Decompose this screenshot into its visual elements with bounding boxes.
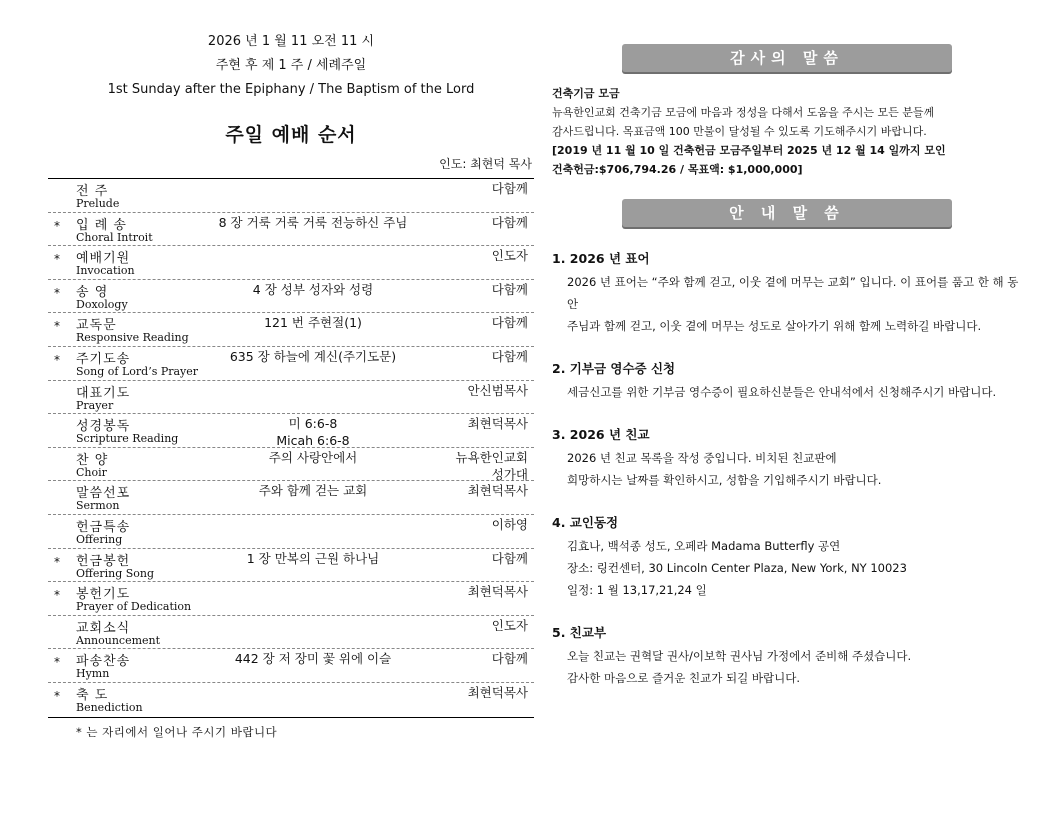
standing-marker: * — [54, 655, 60, 670]
order-item-detail-line: 미 6:6-8 — [288, 416, 338, 432]
order-item-leader — [492, 281, 528, 298]
fund-title: 건축기금 모금 — [552, 87, 620, 100]
announcement-item — [552, 249, 1022, 337]
order-item-leader — [468, 684, 528, 701]
order-item-english: Hymn — [76, 667, 110, 681]
order-item-detail — [168, 348, 458, 365]
fund-total-line: 건축헌금:$706,794.26 / 목표액: $1,000,000] — [552, 163, 803, 176]
order-item-leader — [492, 617, 528, 634]
liturgical-week: 주현 후 제 1 주 / 세례주일 — [215, 58, 367, 73]
order-item-leader-line: 안신범목사 — [467, 382, 528, 398]
worship-order-row — [48, 313, 534, 347]
order-item-english: Prayer of Dedication — [76, 600, 192, 614]
order-item-korean: 교독문 — [76, 318, 117, 334]
worship-order-row — [48, 683, 534, 717]
order-item-leader-line: 다함께 — [491, 181, 528, 196]
order-item-leader — [492, 650, 528, 667]
order-item-korean: 말씀선포 — [76, 486, 131, 502]
order-item-korean: 봉헌기도 — [76, 587, 131, 603]
announcement-title: 4. 교인동정 — [552, 515, 619, 530]
standing-marker: * — [54, 319, 60, 334]
order-item-detail — [168, 415, 458, 449]
order-item-leader-line: 최현덕목사 — [467, 483, 528, 499]
order-item-leader-line: 다함께 — [491, 214, 528, 230]
order-item-detail-line: 주의 사랑안에서 — [268, 449, 358, 465]
announcements-column — [552, 44, 1022, 689]
order-item-english: Scripture Reading — [76, 432, 179, 446]
order-item-detail — [168, 482, 458, 499]
announcements-banner: 안 내 말 씀 — [622, 199, 952, 227]
order-item-korean: 축 도 — [76, 687, 109, 703]
order-item-leader — [492, 516, 528, 533]
order-item-leader — [468, 482, 528, 499]
announcement-item — [552, 513, 1022, 601]
order-item-english: Responsive Reading — [76, 331, 189, 345]
worship-order-row — [48, 481, 534, 515]
order-item-english: Choir — [76, 465, 107, 479]
announcement-line: 2026 년 친교 목록을 작성 중입니다. 비치된 친교판에 — [567, 451, 837, 465]
order-item-leader-line: 다함께 — [491, 348, 528, 364]
standing-marker: * — [54, 588, 60, 603]
order-item-detail-line: 4 장 성부 성자와 성령 — [252, 281, 374, 297]
order-item-korean: 헌금봉헌 — [76, 553, 131, 569]
order-item-english: Choral Introit — [76, 230, 153, 244]
order-item-korean: 교회소식 — [76, 620, 131, 636]
standing-marker: * — [54, 688, 60, 703]
order-item-leader — [492, 214, 528, 231]
order-item-detail — [168, 281, 458, 298]
fund-total-line: [2019 년 11 월 10 일 건축헌금 모금주일부터 2025 년 12 월 14 일까지 모인 — [552, 144, 946, 157]
order-item-leader — [468, 583, 528, 600]
order-item-english: Song of Lord’s Prayer — [76, 364, 199, 378]
order-item-english: Benediction — [76, 700, 143, 714]
order-item-korean: 주기도송 — [76, 351, 131, 367]
order-item-detail — [168, 550, 458, 567]
worship-order-row — [48, 582, 534, 616]
order-of-worship — [48, 178, 534, 718]
order-item-english: Offering — [76, 532, 123, 546]
order-item-korean: 성경봉독 — [76, 419, 131, 435]
standing-marker: * — [54, 252, 60, 267]
announcement-line: 장소: 링컨센터, 30 Lincoln Center Plaza, New York, NY 10023 — [567, 561, 907, 575]
announcement-body — [552, 381, 1022, 403]
service-leader: 인도: 최현덕 목사 — [439, 157, 532, 171]
fund-text-line: 감사드립니다. 목표금액 100 만불이 달성될 수 있도록 기도해주시기 바랍니다. — [552, 125, 927, 138]
announcement-line: 김효나, 백석종 성도, 오페라 Madama Butterfly 공연 — [567, 539, 841, 553]
announcement-body — [552, 447, 1022, 491]
order-item-leader-line: 인도자 — [491, 248, 528, 264]
order-item-english: Prelude — [76, 197, 120, 210]
order-item-leader-line: 이하영 — [491, 516, 528, 532]
order-item-leader — [492, 180, 528, 197]
announcement-title: 3. 2026 년 친교 — [552, 427, 650, 442]
order-item-detail-line: Micah 6:6-8 — [276, 433, 350, 449]
page-title: 주일 예배 순서 — [225, 124, 357, 146]
order-item-korean: 대표기도 — [76, 385, 131, 401]
service-datetime: 2026 년 1 월 11 오전 11 시 — [207, 34, 375, 49]
worship-order-row — [48, 414, 534, 448]
liturgical-week-english: 1st Sunday after the Epiphany / The Baptism of the Lord — [107, 82, 475, 97]
announcement-line: 감사한 마음으로 즐거운 친교가 되길 바랍니다. — [567, 671, 801, 685]
worship-order-row — [48, 280, 534, 314]
standing-note: * 는 자리에서 일어나 주시기 바랍니다 — [76, 724, 278, 739]
worship-order-row — [48, 649, 534, 683]
order-item-english: Invocation — [76, 264, 135, 278]
announcement-line: 오늘 친교는 권혁달 권사/이보학 권사님 가정에서 준비해 주셨습니다. — [567, 649, 912, 663]
order-item-leader — [492, 314, 528, 331]
standing-marker: * — [54, 285, 60, 300]
order-item-leader — [492, 550, 528, 567]
announcement-body — [552, 645, 1022, 689]
announcement-line: 희망하시는 날짜를 확인하시고, 성함을 기입해주시기 바랍니다. — [567, 473, 882, 487]
order-item-leader-line: 최현덕목사 — [467, 684, 528, 700]
order-item-leader — [492, 348, 528, 365]
worship-order-row — [48, 515, 534, 549]
standing-marker: * — [54, 218, 60, 233]
order-item-korean: 파송찬송 — [76, 654, 131, 670]
worship-column — [48, 30, 534, 740]
building-fund-section — [552, 84, 1022, 179]
order-item-detail — [168, 314, 458, 331]
order-item-detail — [168, 214, 458, 231]
announcement-line: 세금신고를 위한 기부금 영수증이 필요하신분들은 안내석에서 신청해주시기 바랍니다. — [567, 385, 997, 399]
order-item-korean: 전 주 — [76, 184, 109, 199]
order-item-english: Doxology — [76, 297, 128, 311]
order-item-detail-line: 8 장 거룩 거룩 거룩 전능하신 주님 — [218, 214, 408, 230]
thanks-banner: 감사의 말씀 — [622, 44, 952, 72]
worship-order-row — [48, 549, 534, 583]
worship-order-row — [48, 448, 534, 482]
announcement-item — [552, 359, 1022, 403]
order-item-leader — [468, 415, 528, 432]
worship-order-row — [48, 381, 534, 415]
order-item-detail-line: 121 번 주현절(1) — [264, 315, 362, 331]
order-item-leader — [492, 247, 528, 264]
order-item-leader-line: 성가대 — [491, 466, 528, 482]
order-item-korean: 헌금특송 — [76, 519, 131, 535]
announcement-item — [552, 623, 1022, 689]
order-item-english: Announcement — [76, 633, 161, 647]
order-item-leader-line: 다함께 — [491, 315, 528, 331]
order-item-leader-line: 다함께 — [491, 281, 528, 297]
announcement-title: 5. 친교부 — [552, 625, 607, 640]
worship-order-row — [48, 213, 534, 247]
order-item-korean: 송 영 — [76, 284, 109, 300]
order-item-detail-line: 1 장 만복의 근원 하나님 — [246, 550, 380, 566]
order-item-leader-line: 다함께 — [491, 550, 528, 566]
order-item-korean: 예배기원 — [76, 251, 131, 267]
order-item-leader-line: 뉴욕한인교회 — [455, 449, 528, 465]
worship-order-row — [48, 179, 534, 213]
standing-marker: * — [54, 352, 60, 367]
announcement-body — [552, 535, 1022, 601]
announcement-item — [552, 425, 1022, 491]
order-item-detail — [168, 650, 458, 667]
order-item-detail-line: 주와 함께 걷는 교회 — [258, 483, 368, 499]
order-item-leader-line: 다함께 — [491, 651, 528, 667]
standing-marker: * — [54, 554, 60, 569]
announcement-line: 주님과 함께 걷고, 이웃 곁에 머무는 성도로 살아가기 위해 함께 노력하길 바랍니다. — [567, 319, 982, 333]
order-item-leader — [456, 449, 528, 483]
order-item-detail-line: 635 장 하늘에 계신(주기도문) — [229, 348, 397, 364]
order-item-detail — [168, 449, 458, 466]
order-item-korean: 입 례 송 — [76, 217, 127, 233]
worship-order-row — [48, 616, 534, 650]
fund-text-line: 뉴욕한인교회 건축기금 모금에 마음과 정성을 다해서 도움을 주시는 모든 분들께 — [552, 106, 935, 119]
order-item-english: Prayer — [76, 398, 114, 412]
announcement-title: 1. 2026 년 표어 — [552, 251, 650, 266]
announcement-line: 2026 년 표어는 “주와 함께 걷고, 이웃 곁에 머무는 교회” 입니다. 이 표어를 품고 한 해 동안 — [567, 275, 1019, 311]
order-item-leader-line: 최현덕목사 — [467, 416, 528, 432]
announcement-body — [552, 271, 1022, 337]
order-item-korean: 찬 양 — [76, 452, 109, 468]
order-item-detail-line: 442 장 저 장미 꽃 위에 이슬 — [234, 651, 392, 667]
order-item-english: Offering Song — [76, 566, 155, 580]
order-item-leader-line: 최현덕목사 — [467, 584, 528, 600]
announcement-title: 2. 기부금 영수증 신청 — [552, 361, 676, 376]
worship-order-row — [48, 246, 534, 280]
announcement-list — [552, 249, 1022, 689]
order-item-english: Sermon — [76, 499, 120, 513]
worship-order-row — [48, 347, 534, 381]
order-item-leader-line: 인도자 — [491, 617, 528, 633]
order-item-leader — [468, 382, 528, 399]
announcement-line: 일정: 1 월 13,17,21,24 일 — [567, 583, 707, 597]
